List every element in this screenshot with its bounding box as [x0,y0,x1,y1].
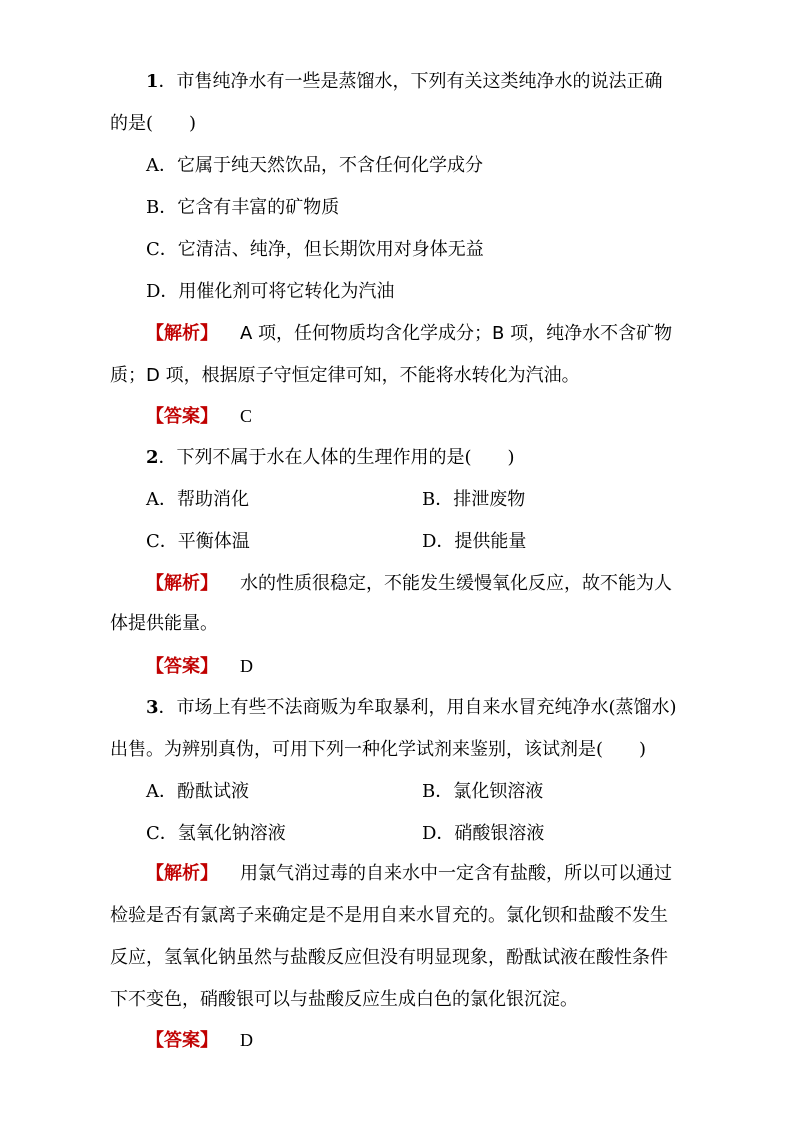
q1-answer-tag: 【答案】 [146,406,218,426]
q3-analysis-tag: 【解析】 [146,863,218,884]
q2-stem [146,446,515,470]
q2-analysis-line1 [146,572,672,596]
q1-stem-line2: 的是( ) [110,113,197,134]
q1-analysis-line2: 质；D 项，根据原子守恒定律可知，不能将水转化为汽油。 [110,365,580,386]
q2-option-a: A．帮助消化 [146,489,249,510]
q3-option-a: A．酚酞试液 [146,781,249,802]
q3-stem-text1: ．市场上有些不法商贩为牟取暴利，用自来水冒充纯净水(蒸馏水) [158,697,677,718]
q3-stem-line1 [146,696,677,720]
q1-analysis-line1 [146,322,672,346]
q3-stem-line2: 出售。为辨别真伪，可用下列一种化学试剂来鉴别，该试剂是( ) [110,739,647,760]
q3-analysis-line4: 下不变色，硝酸银可以与盐酸反应生成白色的氯化银沉淀。 [110,989,578,1010]
q1-answer [146,404,252,428]
q2-analysis-tag: 【解析】 [146,573,218,594]
q2-option-b: B．排泄废物 [422,489,526,510]
q3-number: 3 [146,697,159,718]
q2-answer [146,654,253,678]
q2-option-c: C．平衡体温 [146,531,250,552]
q2-analysis-text1: 水的性质很稳定，不能发生缓慢氧化反应，故不能为人 [240,573,672,594]
q1-stem-text1: ．市售纯净水有一些是蒸馏水，下列有关这类纯净水的说法正确 [158,71,663,92]
q2-answer-tag: 【答案】 [146,656,218,676]
q3-option-b: B．氯化钡溶液 [422,781,544,802]
q1-option-b: B．它含有丰富的矿物质 [146,197,340,218]
q2-number: 2 [146,447,159,468]
q1-option-c: C．它清洁、纯净，但长期饮用对身体无益 [146,239,484,260]
q2-analysis-line2: 体提供能量。 [110,613,218,634]
q3-answer-value: D [240,1030,253,1050]
q1-stem-line1 [146,70,663,94]
q3-answer [146,1028,253,1052]
q3-analysis-line1 [146,862,672,886]
q1-number: 1 [146,71,159,92]
q3-analysis-line3: 反应，氢氧化钠虽然与盐酸反应但没有明显现象，酚酞试液在酸性条件 [110,947,668,968]
q1-analysis-tag: 【解析】 [146,323,218,344]
q2-option-d: D．提供能量 [422,531,527,552]
q3-option-d: D．硝酸银溶液 [422,823,545,844]
q2-stem-text: ．下列不属于水在人体的生理作用的是( ) [158,447,515,468]
q3-analysis-text1: 用氯气消过毒的自来水中一定含有盐酸，所以可以通过 [240,863,672,884]
q1-option-a: A．它属于纯天然饮品，不含任何化学成分 [146,155,483,176]
q1-answer-value: C [240,406,253,426]
q3-answer-tag: 【答案】 [146,1030,218,1050]
q3-option-c: C．氢氧化钠溶液 [146,823,286,844]
q3-analysis-line2: 检验是否有氯离子来确定是不是用自来水冒充的。氯化钡和盐酸不发生 [110,905,668,926]
q1-option-d: D．用催化剂可将它转化为汽油 [146,281,395,302]
q2-answer-value: D [240,656,253,676]
q1-analysis-text1: A 项，任何物质均含化学成分；B 项，纯净水不含矿物 [240,323,673,344]
